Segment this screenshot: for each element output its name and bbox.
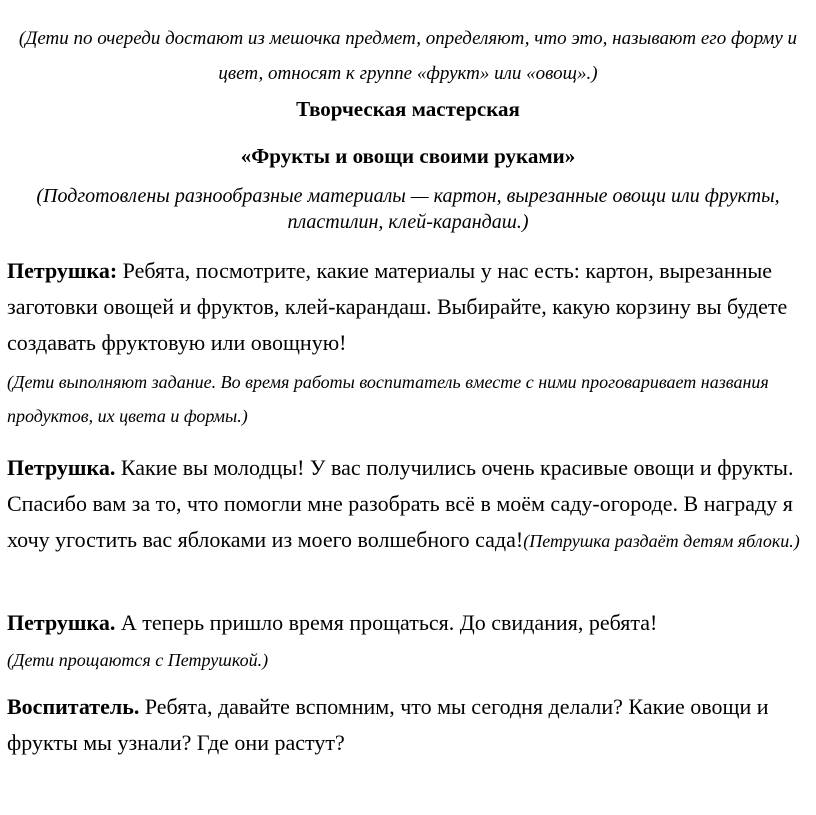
speech-text: Какие вы молодцы! У вас получились очень красивые овощи и фрукты. Спасибо вам за то, что помогли мне разобрать всё в моём саду-огороде. В награду я хочу угостить вас яблоками из моего волшебного сада!	[7, 455, 794, 552]
speaker-label: Воспитатель.	[7, 694, 140, 719]
speech-text: Ребята, посмотрите, какие материалы у нас есть: картон, вырезанные заготовки овощей и фруктов, клей-карандаш. Выбирайте, какую корзину вы будете создавать фруктовую или овощную!	[7, 258, 788, 355]
farewell-note: (Дети прощаются с Петрушкой.)	[7, 650, 269, 670]
speech-text: А теперь пришло время прощаться. До свидания, ребята!	[115, 610, 658, 635]
petrushka-speech-3	[7, 605, 812, 641]
speaker-label: Петрушка.	[7, 455, 116, 480]
workshop-title: Творческая мастерская	[296, 97, 520, 121]
petrushka-speech-1	[7, 253, 812, 361]
intro-note: (Дети по очереди достают из мешочка предмет, определяют, что это, называют его форму и цвет, относят к группе «фрукт» или «овощ».)	[18, 28, 798, 84]
speaker-label: Петрушка.	[7, 610, 116, 635]
speaker-label: Петрушка:	[7, 258, 118, 283]
speech-text: Ребята, давайте вспомним, что мы сегодня делали? Какие овощи и фрукты мы узнали? Где они растут?	[7, 694, 769, 755]
workshop-subtitle: «Фрукты и овощи своими руками»	[240, 144, 576, 168]
apples-note: (Петрушка раздаёт детям яблоки.)	[523, 531, 800, 551]
educator-speech	[7, 689, 812, 761]
children-task-note: (Дети выполняют задание. Во время работы воспитатель вместе с ними проговаривает названия продуктов, их цвета и формы.)	[7, 372, 769, 426]
materials-note: (Подготовлены разнообразные материалы — картон, вырезанные овощи или фрукты, пластилин, клей-карандаш.)	[36, 185, 780, 233]
petrushka-speech-2	[7, 450, 812, 559]
